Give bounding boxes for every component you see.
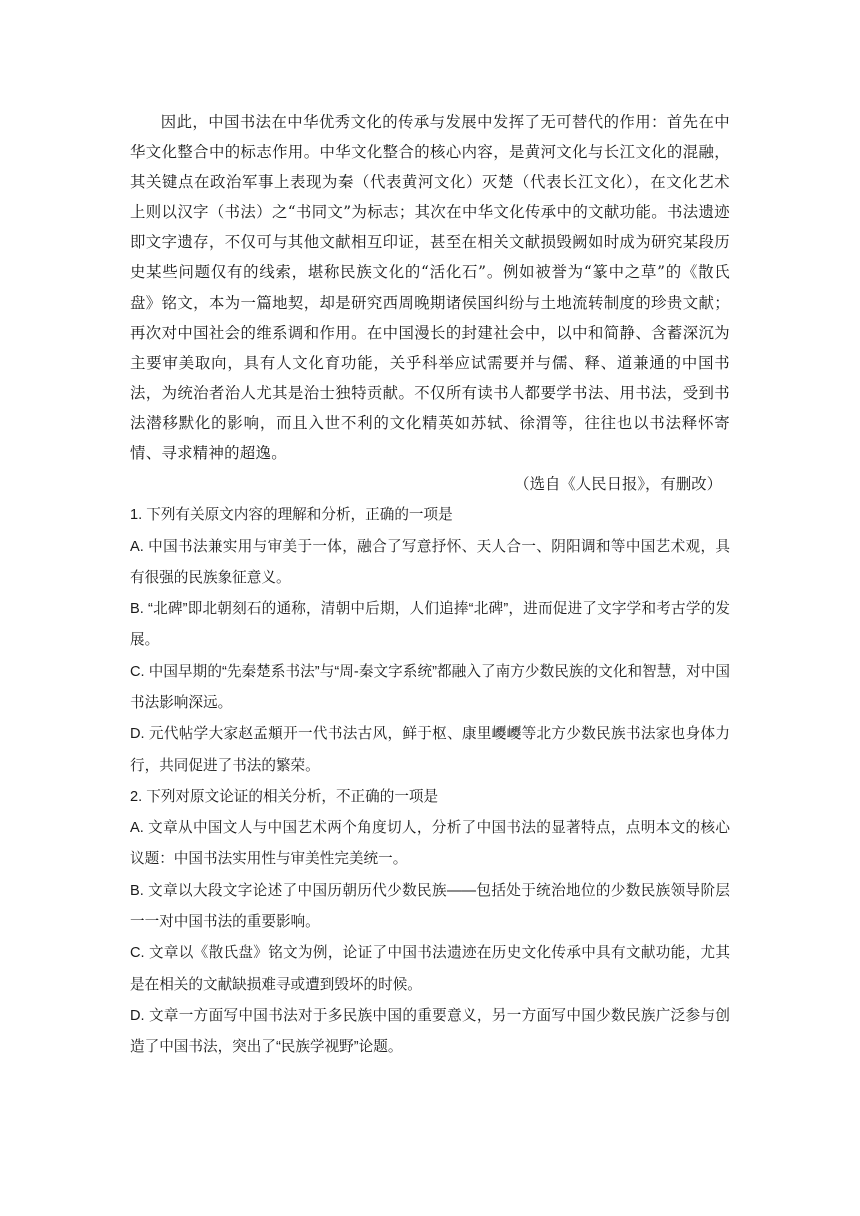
passage-paragraph: 因此，中国书法在中华优秀文化的传承与发展中发挥了无可替代的作用：首先在中华文化整合中的标志作用。中华文化整合的核心内容，是黄河文化与长江文化的混融，其关键点在政治军事上表现为秦（代表黄河文化）灭楚（代表长江文化），在文化艺术上则以汉字（书法）之“书同文”为标志；其次在中华文化传承中的文献功能。书法遗迹即文字遗存，不仅可与其他文献相互印证，甚至在相关文献损毁阙如时成为研究某段历史某些问题仅有的线索，堪称民族文化的“活化石”。例如被誉为“篆中之草”的《散氏盘》铭文，本为一篇地契，却是研究西周晚期诸侯国纠纷与土地流转制度的珍贵文献；再次对中国社会的维系调和作用。在中国漫长的封建社会中，以中和简静、含蓄深沉为主要审美取向，具有人文化育功能，关乎科举应试需要并与儒、释、道兼通的中国书法，为统治者治人尤其是治士独特贡献。不仅所有读书人都要学书法、用书法，受到书法潜移默化的影响，而且入世不利的文化精英如苏轼、徐渭等，往往也以书法释怀寄情、寻求精神的超逸。	[130, 113, 730, 463]
question-stem: 2. 下列对原文论证的相关分析，不正确的一项是	[130, 788, 439, 805]
option-a: A. 文章从中国文人与中国艺术两个角度切人，分析了中国书法的显著特点，点明本文的核心议题：中国书法实用性与审美性完美统一。	[130, 820, 730, 868]
question-stem: 1. 下列有关原文内容的理解和分析，正确的一项是	[130, 507, 453, 524]
option-d: D. 文章一方面写中国书法对于多民族中国的重要意义，另一方面写中国少数民族广泛参与创造了中国书法，突出了“民族学视野”论题。	[130, 1007, 730, 1056]
option-b: B. 文章以大段文字论述了中国历朝历代少数民族——包括处于统治地位的少数民族领导阶层一一对中国书法的重要影响。	[130, 882, 730, 931]
option-c: C. 中国早期的“先秦楚系书法”与“周-秦文字系统”都融入了南方少数民族的文化和智慧，对中国书法影响深远。	[130, 663, 730, 711]
option-c: C. 文章以《散氏盘》铭文为例，论证了中国书法遗迹在历史文化传承中具有文献功能，尤其是在相关的文献缺损难寻或遭到毁坏的时候。	[130, 945, 730, 993]
question-list	[130, 500, 730, 1063]
passage-source: （选自《人民日报》，有删改）	[514, 475, 722, 494]
option-d: D. 元代帖学大家赵孟頫开一代书法古风，鲜于枢、康里巎巎等北方少数民族书法家也身体力行，共同促进了书法的繁荣。	[130, 726, 730, 774]
question-1	[130, 500, 730, 782]
option-a: A. 中国书法兼实用与审美于一体，融合了写意抒怀、天人合一、阴阳调和等中国艺术观，具有很强的民族象征意义。	[130, 538, 730, 586]
option-b: B. “北碑”即北朝刻石的通称，清朝中后期，人们追捧“北碑”，进而促进了文字学和考古学的发展。	[130, 601, 730, 649]
document-page	[130, 107, 730, 1064]
question-2	[130, 782, 730, 1064]
